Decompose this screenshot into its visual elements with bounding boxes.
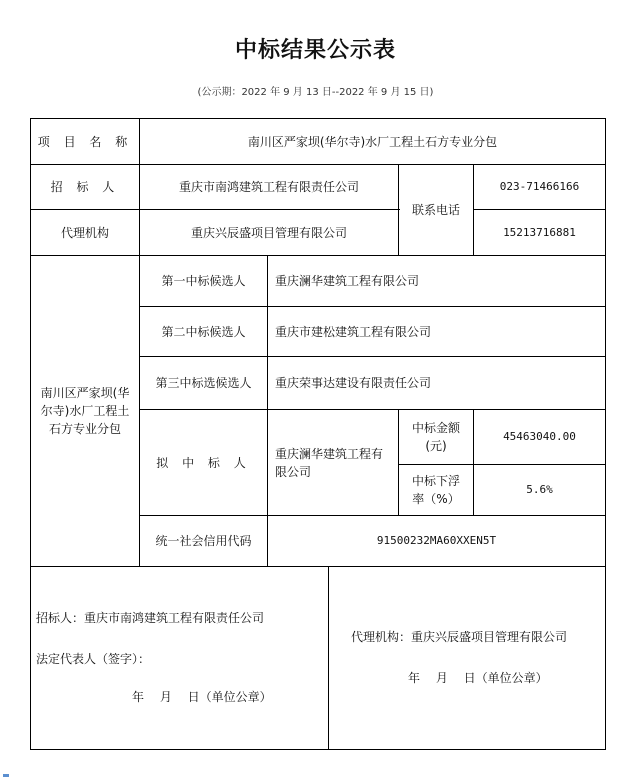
discount-rate-value: 5.6%: [526, 483, 553, 496]
bid-amount-value: 45463040.00: [503, 430, 576, 443]
agency-phone: 15213716881: [503, 225, 576, 239]
candidate-2-value: 重庆市建松建筑工程有限公司: [275, 324, 432, 339]
tenderer-signature: 招标人：重庆市南鸿建筑工程有限责任公司: [36, 611, 265, 625]
agency-signature: 代理机构：重庆兴辰盛项目管理有限公司: [351, 630, 568, 644]
candidate-3-label: 第三中标选候选人: [155, 376, 252, 390]
publicity-period: (公示期：2022 年 9 月 13 日--2022 年 9 月 15 日): [197, 87, 434, 98]
agency-label: 代理机构: [60, 225, 109, 240]
agency-value: 重庆兴辰盛项目管理有限公司: [190, 225, 347, 240]
candidate-3-value: 重庆荣事达建设有限责任公司: [275, 376, 432, 390]
table-border-bottom: [30, 749, 606, 750]
discount-rate-label: 中标下浮率（%）: [411, 474, 460, 506]
section-name: 南川区严家坝(华尔寺)水厂工程土石方专业分包: [40, 386, 130, 436]
column-divider: [328, 566, 329, 749]
paragraph-mark-icon: [3, 772, 13, 778]
tenderer-phone: 023-71466166: [499, 180, 580, 193]
legal-representative-signature: 法定代表人（签字）：: [36, 652, 151, 666]
winner-value: 重庆澜华建筑工程有限公司: [275, 446, 384, 479]
row-divider: [30, 566, 606, 567]
document-title: 中标结果公示表: [234, 37, 396, 63]
candidate-1-value: 重庆澜华建筑工程有限公司: [275, 274, 420, 288]
credit-code-label: 统一社会信用代码: [155, 534, 252, 548]
winner-label: 拟 中 标 人: [156, 455, 251, 470]
candidate-2-label: 第二中标候选人: [161, 324, 246, 339]
table-border-right: [605, 118, 606, 750]
project-name-label: 项 目 名 称: [37, 134, 133, 149]
bid-amount-label: 中标金额(元): [411, 421, 460, 453]
tenderer-label: 招 标 人: [50, 180, 120, 194]
tenderer-seal-date: 年 月 日（单位公章）: [132, 690, 272, 704]
tenderer-value: 重庆市南鸿建筑工程有限责任公司: [178, 180, 359, 194]
candidate-1-label: 第一中标候选人: [161, 274, 246, 288]
contact-phone-label: 联系电话: [411, 203, 460, 217]
credit-code-value: 91500232MA60XXEN5T: [376, 534, 497, 547]
agency-seal-date: 年 月 日（单位公章）: [408, 671, 548, 685]
project-name-value: 南川区严家坝(华尔寺)水厂工程土石方专业分包: [247, 134, 498, 149]
